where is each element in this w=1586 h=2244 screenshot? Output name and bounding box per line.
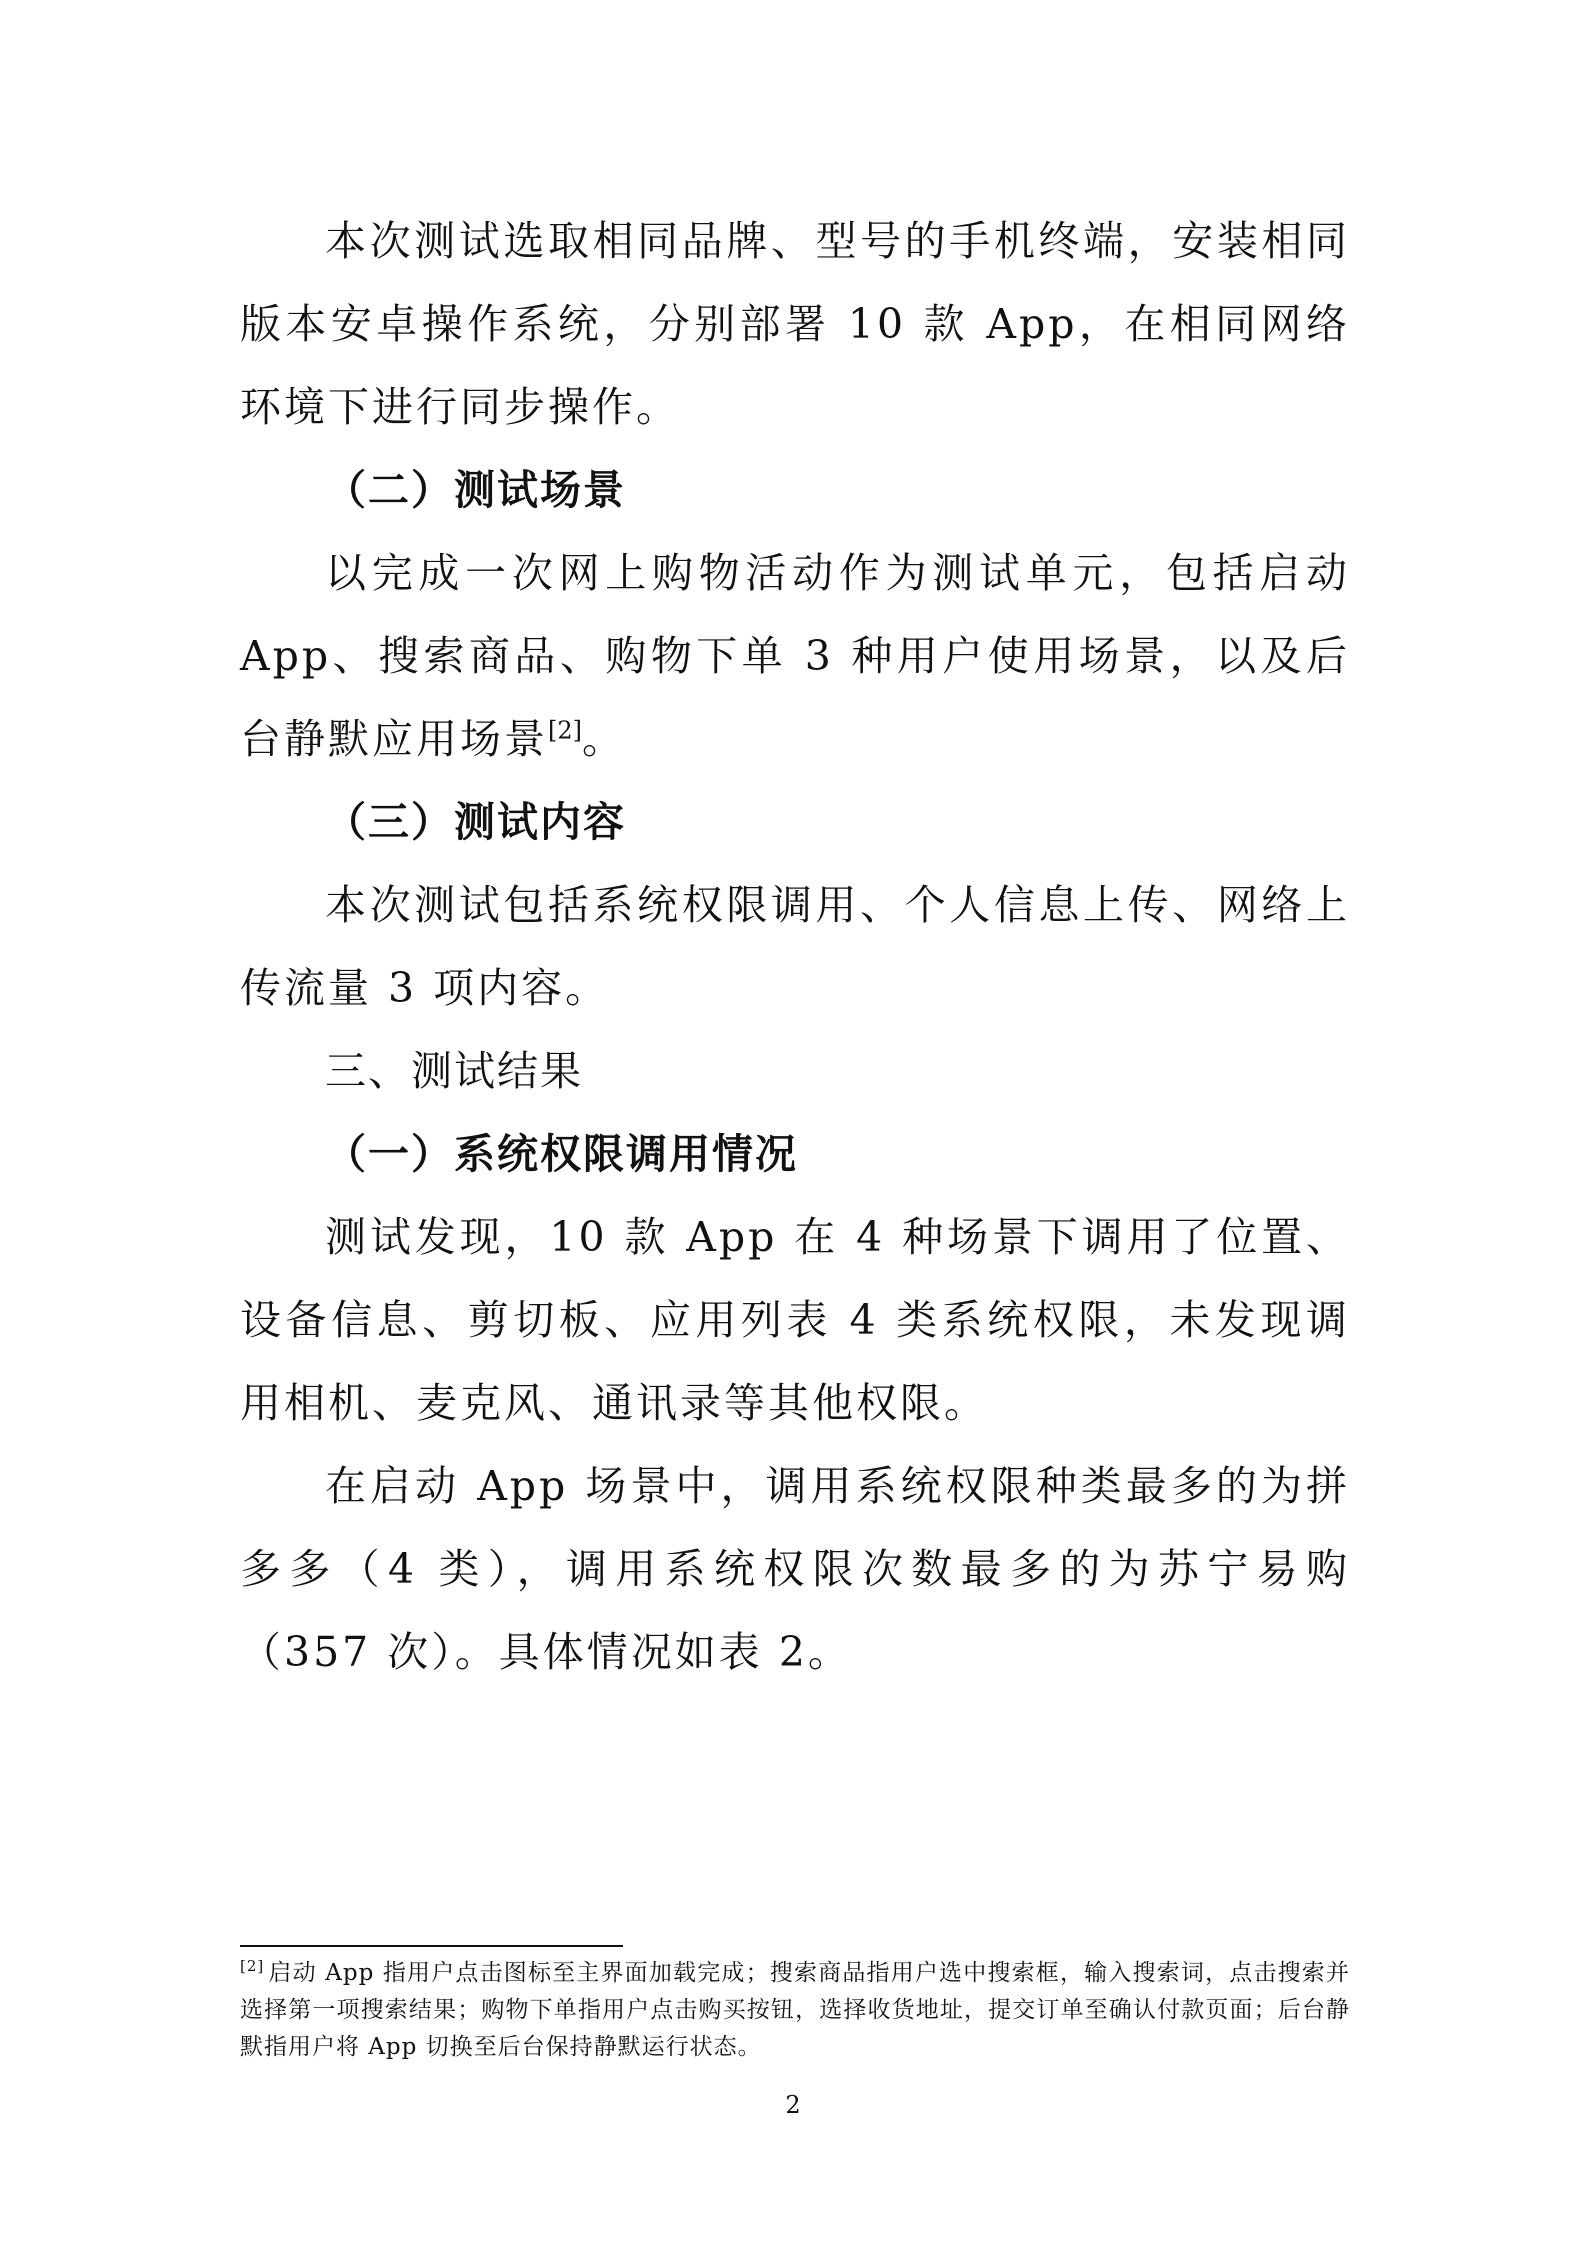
footnote bbox=[240, 1955, 1350, 2066]
paragraph-test-setup: 本次测试选取相同品牌、型号的手机终端，安装相同版本安卓操作系统，分别部署 10 款 App，在相同网络环境下进行同步操作。 bbox=[240, 217, 1350, 431]
page-number: 2 bbox=[785, 2091, 801, 2119]
paragraph-startup-scenario: 在启动 App 场景中，调用系统权限种类最多的为拼多多（4 类），调用系统权限次数最多的为苏宁易购（357 次）。具体情况如表 2。 bbox=[240, 1462, 1350, 1676]
paragraph-permission-findings: 测试发现，10 款 App 在 4 种场景下调用了位置、设备信息、剪切板、应用列表 4 类系统权限，未发现调用相机、麦克风、通讯录等其他权限。 bbox=[240, 1213, 1350, 1427]
footnote-text: 启动 App 指用户点击图标至主界面加载完成；搜索商品指用户选中搜索框，输入搜索词，点击搜索并选择第一项搜索结果；购物下单指用户点击购买按钮，选择收货地址，提交订单至确认付款页面；后台静默指用户将 App 切换至后台保持静默运行状态。 bbox=[240, 1960, 1350, 2060]
paragraph-test-scenario bbox=[240, 532, 1350, 781]
footnote-reference[interactable]: [2] bbox=[548, 716, 582, 745]
body-text bbox=[240, 200, 1350, 1694]
paragraph-test-scenario-text: 以完成一次网上购物活动作为测试单元，包括启动 App、搜索商品、购物下单 3 种用户使用场景，以及后台静默应用场景 bbox=[240, 549, 1350, 763]
heading-test-scenario: （二）测试场景 bbox=[325, 466, 626, 514]
footnote-divider bbox=[240, 1945, 623, 1947]
heading-system-permissions: （一）系统权限调用情况 bbox=[325, 1130, 798, 1178]
paragraph-test-content: 本次测试包括系统权限调用、个人信息上传、网络上传流量 3 项内容。 bbox=[240, 881, 1350, 1012]
footnote-mark: [2] bbox=[240, 1957, 265, 1976]
heading-test-content: （三）测试内容 bbox=[325, 798, 626, 846]
paragraph-test-scenario-end: 。 bbox=[582, 715, 626, 763]
heading-test-results: 三、测试结果 bbox=[325, 1047, 583, 1095]
